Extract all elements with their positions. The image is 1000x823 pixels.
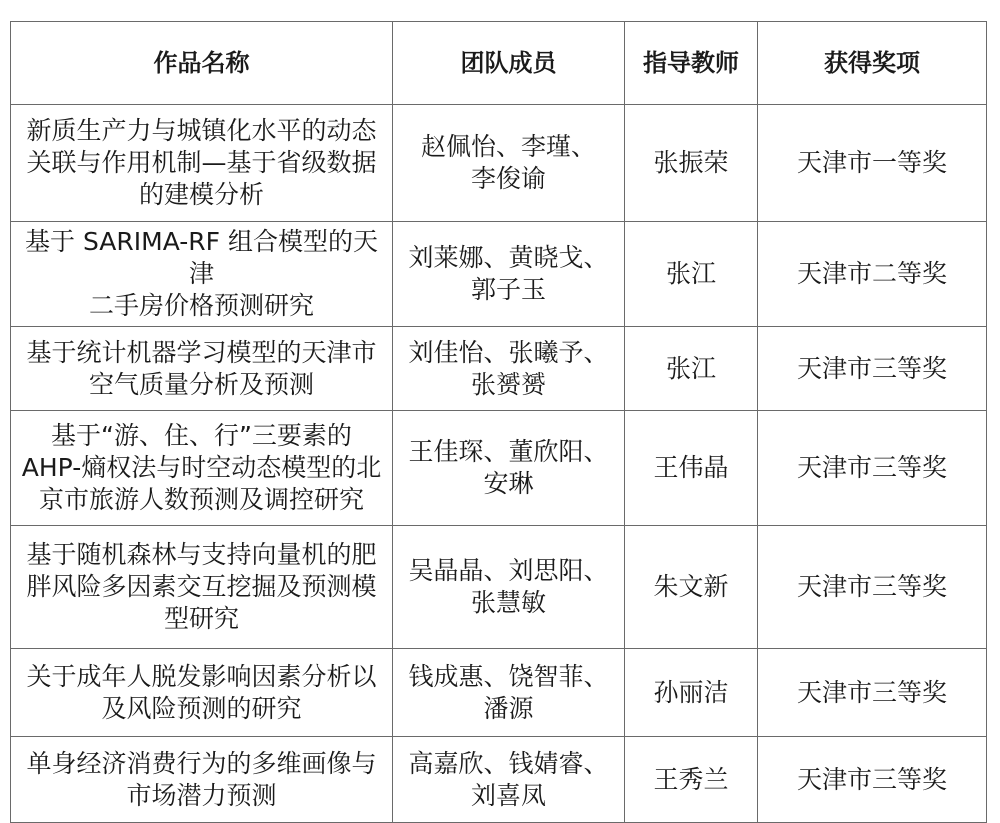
- cell-team-members: 刘莱娜、黄晓戈、 郭子玉: [393, 222, 625, 327]
- cell-advisor: 张江: [625, 327, 758, 411]
- cell-award: 天津市一等奖: [758, 105, 987, 222]
- cell-award: 天津市三等奖: [758, 526, 987, 649]
- cell-award: 天津市三等奖: [758, 327, 987, 411]
- table-row: [11, 526, 987, 649]
- cell-team-members: 高嘉欣、钱婧睿、 刘喜凤: [393, 737, 625, 823]
- cell-award: 天津市三等奖: [758, 649, 987, 737]
- cell-team-members: 吴晶晶、刘思阳、 张慧敏: [393, 526, 625, 649]
- cell-work-title: 基于“游、住、行”三要素的 AHP-熵权法与时空动态模型的北 京市旅游人数预测及调控研究: [11, 411, 393, 526]
- header-award: 获得奖项: [758, 22, 987, 105]
- cell-work-title: 关于成年人脱发影响因素分析以 及风险预测的研究: [11, 649, 393, 737]
- cell-advisor: 张江: [625, 222, 758, 327]
- cell-advisor: 张振荣: [625, 105, 758, 222]
- cell-advisor: 王秀兰: [625, 737, 758, 823]
- cell-advisor: 朱文新: [625, 526, 758, 649]
- cell-work-title: 基于 SARIMA-RF 组合模型的天津 二手房价格预测研究: [11, 222, 393, 327]
- table-header-row: [11, 22, 987, 105]
- header-advisor: 指导教师: [625, 22, 758, 105]
- cell-advisor: 王伟晶: [625, 411, 758, 526]
- cell-team-members: 赵佩怡、李瑾、 李俊谕: [393, 105, 625, 222]
- awards-table: [10, 21, 987, 823]
- table-row: [11, 411, 987, 526]
- table-row: [11, 105, 987, 222]
- cell-team-members: 刘佳怡、张曦予、 张赟赟: [393, 327, 625, 411]
- cell-work-title: 单身经济消费行为的多维画像与 市场潜力预测: [11, 737, 393, 823]
- cell-work-title: 基于随机森林与支持向量机的肥 胖风险多因素交互挖掘及预测模 型研究: [11, 526, 393, 649]
- cell-award: 天津市三等奖: [758, 737, 987, 823]
- header-work-title: 作品名称: [11, 22, 393, 105]
- cell-work-title: 基于统计机器学习模型的天津市 空气质量分析及预测: [11, 327, 393, 411]
- header-team-members: 团队成员: [393, 22, 625, 105]
- cell-advisor: 孙丽洁: [625, 649, 758, 737]
- cell-work-title: 新质生产力与城镇化水平的动态 关联与作用机制—基于省级数据 的建模分析: [11, 105, 393, 222]
- table-row: [11, 327, 987, 411]
- cell-award: 天津市三等奖: [758, 411, 987, 526]
- table-row: [11, 222, 987, 327]
- table-row: [11, 649, 987, 737]
- table-row: [11, 737, 987, 823]
- cell-team-members: 钱成惠、饶智菲、 潘源: [393, 649, 625, 737]
- cell-award: 天津市二等奖: [758, 222, 987, 327]
- cell-team-members: 王佳琛、董欣阳、 安琳: [393, 411, 625, 526]
